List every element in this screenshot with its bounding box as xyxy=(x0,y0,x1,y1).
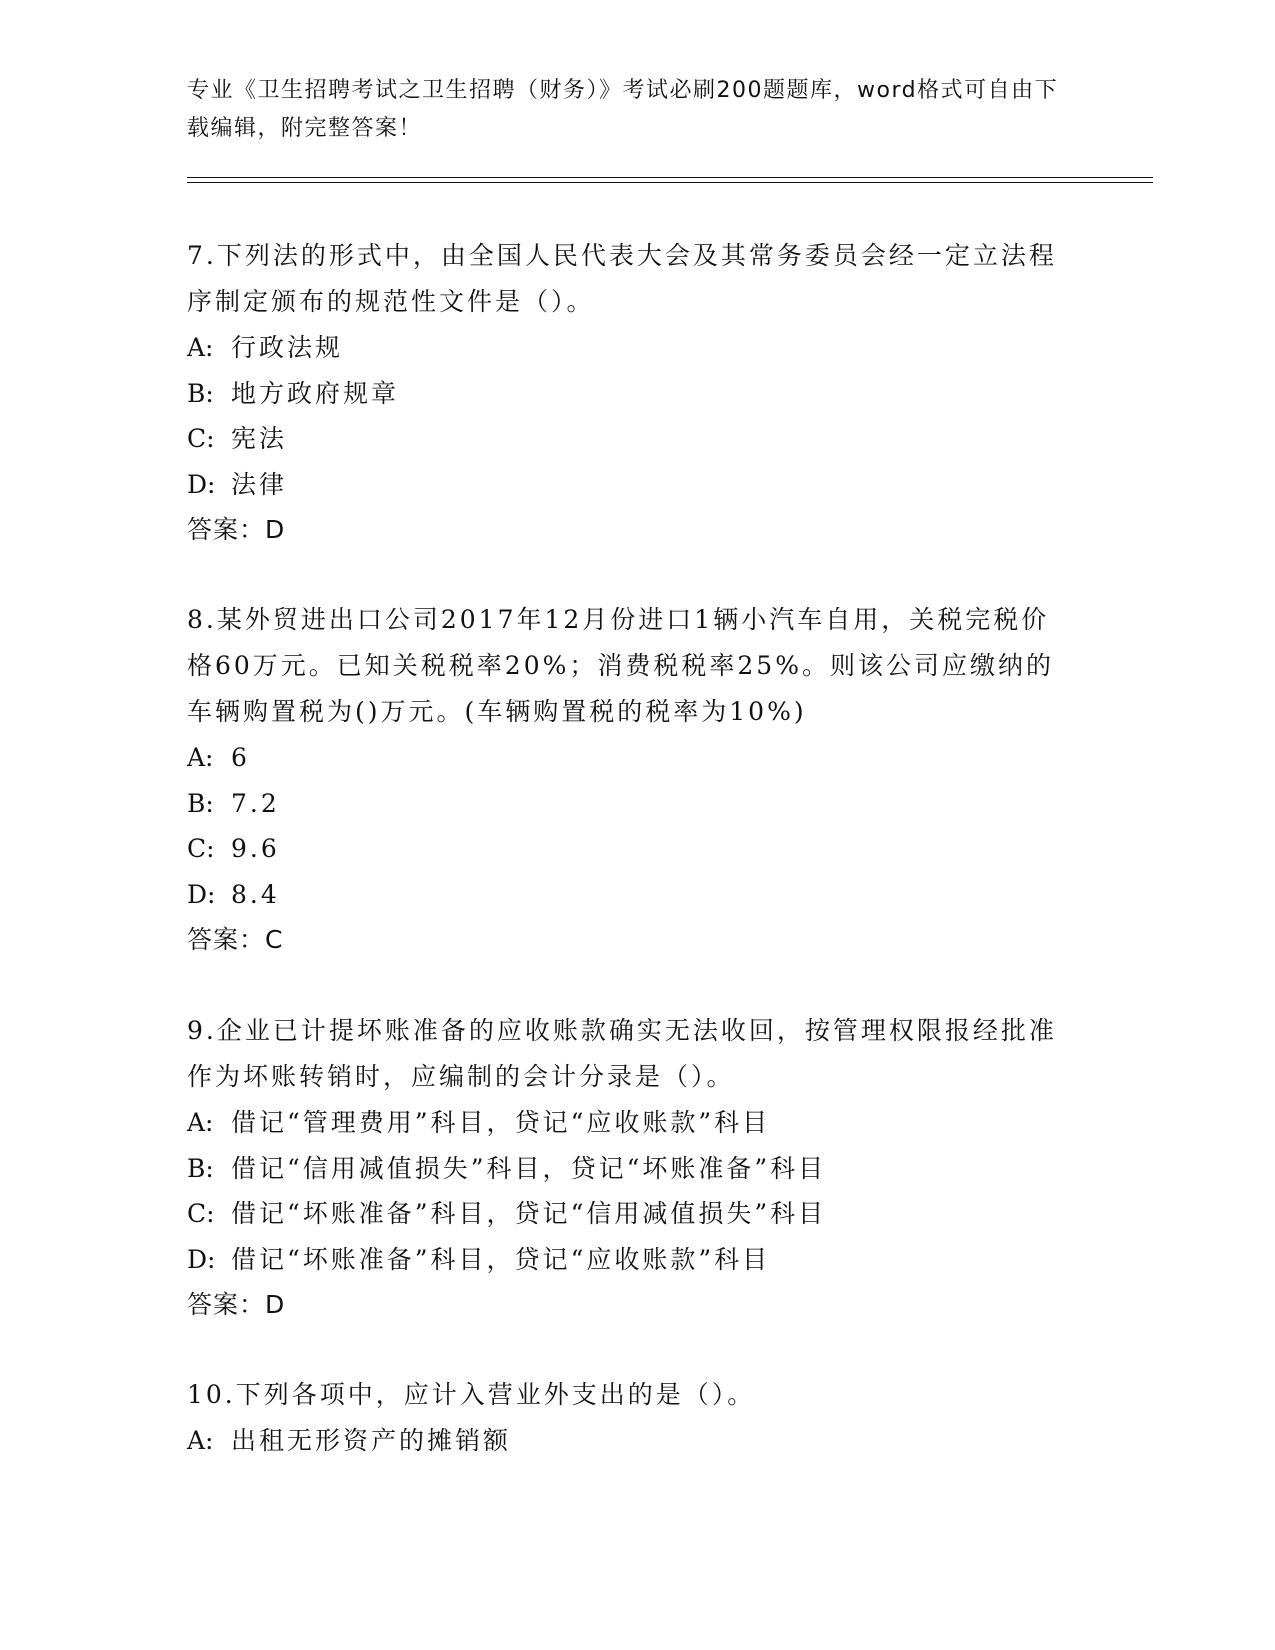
header-divider-top xyxy=(187,177,1153,178)
option-key: D: xyxy=(187,1244,216,1274)
option-key: D: xyxy=(187,469,216,499)
option-text: 借记“管理费用”科目，贷记“应收账款”科目 xyxy=(231,1108,771,1137)
option-key: D: xyxy=(187,879,216,909)
option-key: A: xyxy=(187,1426,214,1455)
option-key: A: xyxy=(187,333,214,362)
question-7 xyxy=(187,233,1067,552)
option-a xyxy=(187,1100,1067,1146)
question-8 xyxy=(187,597,1067,962)
option-key: B: xyxy=(187,1153,214,1183)
question-stem: 8.某外贸进出口公司2017年12月份进口1辆小汽车自用，关税完税价格60万元。已知关税税率20%；消费税税率25%。则该公司应缴纳的车辆购置税为()万元。(车辆购置税的税率为10%) xyxy=(187,605,1054,726)
option-d xyxy=(187,872,1067,918)
option-text: 8.4 xyxy=(231,879,280,909)
option-c xyxy=(187,416,1067,462)
question-stem: 9.企业已计提坏账准备的应收账款确实无法收回，按管理权限报经批准作为坏账转销时，应编制的会计分录是（）。 xyxy=(187,1016,1057,1091)
answer-line: 答案：C xyxy=(187,925,284,954)
option-key: A: xyxy=(187,743,214,772)
option-c xyxy=(187,1191,1067,1237)
document-header: 专业《卫生招聘考试之卫生招聘（财务）》考试必刷200题题库，word格式可自由下载编辑，附完整答案！ xyxy=(187,78,1059,141)
option-d xyxy=(187,1237,1067,1283)
option-text: 借记“坏账准备”科目，贷记“应收账款”科目 xyxy=(231,1244,771,1274)
answer-line: 答案：D xyxy=(187,1290,286,1319)
option-text: 法律 xyxy=(231,469,288,499)
option-b xyxy=(187,371,1067,417)
question-stem: 10.下列各项中，应计入营业外支出的是（）。 xyxy=(187,1380,756,1409)
option-key: C: xyxy=(187,1199,215,1228)
question-10 xyxy=(187,1372,1067,1464)
option-text: 借记“信用减值损失”科目，贷记“坏账准备”科目 xyxy=(231,1153,827,1183)
option-key: C: xyxy=(187,834,215,863)
option-key: B: xyxy=(187,378,214,408)
option-text: 地方政府规章 xyxy=(231,378,400,408)
option-b xyxy=(187,1146,1067,1192)
option-text: 9.6 xyxy=(231,834,280,863)
question-stem: 7.下列法的形式中，由全国人民代表大会及其常务委员会经一定立法程序制定颁布的规范性文件是（）。 xyxy=(187,241,1057,316)
option-a xyxy=(187,325,1067,371)
option-text: 宪法 xyxy=(231,424,288,453)
option-text: 借记“坏账准备”科目，贷记“信用减值损失”科目 xyxy=(231,1199,827,1228)
option-text: 出租无形资产的摊销额 xyxy=(231,1426,512,1455)
option-key: C: xyxy=(187,424,215,453)
option-text: 6 xyxy=(231,743,250,772)
question-9 xyxy=(187,1008,1067,1327)
answer-line: 答案：D xyxy=(187,515,286,544)
option-c xyxy=(187,826,1067,872)
option-text: 行政法规 xyxy=(231,333,344,362)
option-d xyxy=(187,462,1067,508)
header-divider-bottom xyxy=(187,182,1153,183)
option-key: B: xyxy=(187,788,214,818)
option-key: A: xyxy=(187,1108,214,1137)
option-b xyxy=(187,781,1067,827)
option-a xyxy=(187,735,1067,781)
option-a xyxy=(187,1418,1067,1464)
option-text: 7.2 xyxy=(231,788,280,818)
